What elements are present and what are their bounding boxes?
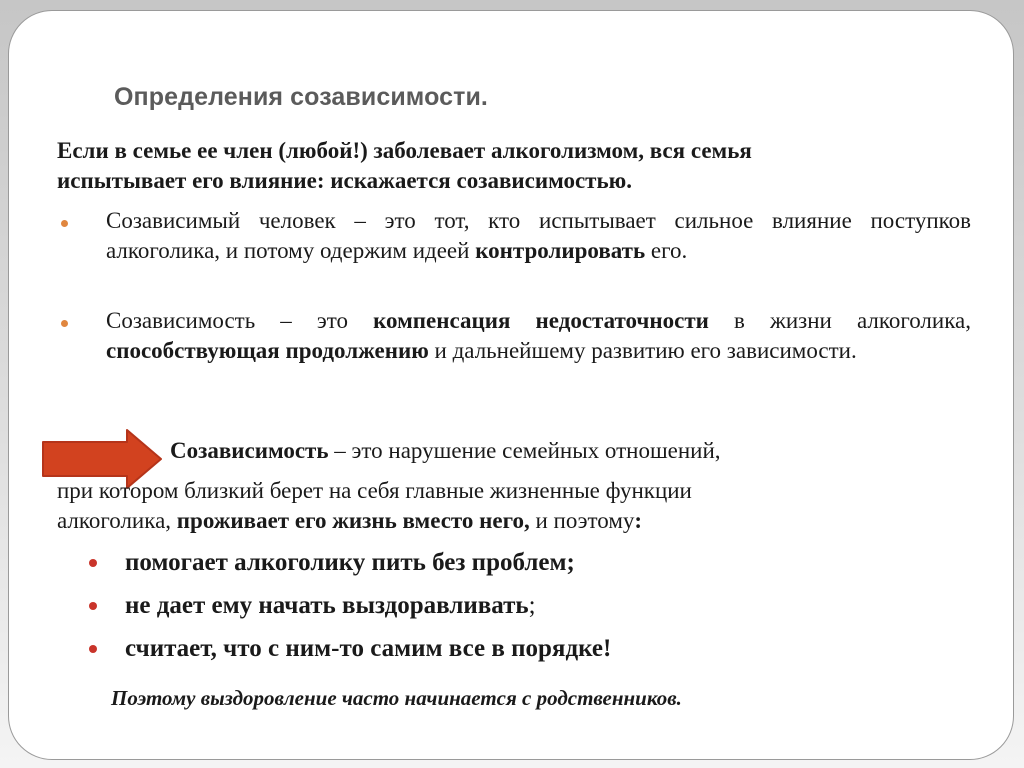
bullet-text-1 xyxy=(106,206,971,266)
intro-paragraph xyxy=(57,136,977,196)
consequence-2-bold: не дает ему начать выздоравливать xyxy=(125,592,529,619)
bullet-2-text-1: Созависимость – это xyxy=(106,308,374,333)
bullet-1-bold: контролировать xyxy=(475,238,646,263)
definition-line-3-bold: проживает его жизнь вместо него, xyxy=(176,508,530,533)
intro-line-2: испытывает его влияние: искажается созависимостью. xyxy=(57,168,632,193)
bullet-2-bold-2: способствующая продолжению xyxy=(106,338,429,363)
intro-line-1: Если в семье ее член (любой!) заболевает алкоголизмом, вся семья xyxy=(57,138,752,163)
consequence-text-2 xyxy=(125,591,536,621)
closing-line: Поэтому выздоровление часто начинается с родственников. xyxy=(111,686,682,710)
definition-block xyxy=(57,436,977,536)
definition-line-2: при котором близкий берет на себя главные жизненные функции xyxy=(57,478,692,503)
bullet-1-end: его. xyxy=(645,238,688,263)
definition-line-3-start: алкоголика, xyxy=(57,508,177,533)
definition-line-3-colon: : xyxy=(634,508,643,533)
consequence-text-3 xyxy=(125,634,611,664)
bullet-dot xyxy=(61,220,68,227)
definition-line-3-mid: и поэтому xyxy=(529,508,635,533)
slide-frame xyxy=(8,10,1014,760)
bullet-dot xyxy=(89,645,97,653)
bullet-dot xyxy=(89,602,97,610)
bullet-dot xyxy=(89,559,97,567)
definition-line-1 xyxy=(57,436,977,466)
bullet-dot xyxy=(61,320,68,327)
bullet-1-text: Созависимый человек – это тот, кто испытывает сильное влияние поступков алкоголика, и потому одержим идеей xyxy=(106,208,971,263)
definition-line-1-rest: – это нарушение семейных отношений, xyxy=(328,438,721,463)
definition-line-3 xyxy=(57,506,977,536)
bullet-2-text-3: и дальнейшему развитию его зависимости. xyxy=(428,338,857,363)
definition-term: Созависимость xyxy=(170,438,329,463)
consequence-3-bold: считает, что с ним-то самим все в порядке! xyxy=(125,635,612,662)
slide-title: Определения созависимости. xyxy=(114,83,488,111)
consequence-2-plain: ; xyxy=(528,592,536,619)
bullet-text-2 xyxy=(106,306,971,366)
bullet-2-text-2: в жизни алкоголика, xyxy=(708,308,971,333)
bullet-2-bold-1: компенсация недостаточности xyxy=(373,308,709,333)
consequence-1-bold: помогает алкоголику пить без проблем; xyxy=(125,549,575,576)
consequence-text-1 xyxy=(125,548,575,578)
